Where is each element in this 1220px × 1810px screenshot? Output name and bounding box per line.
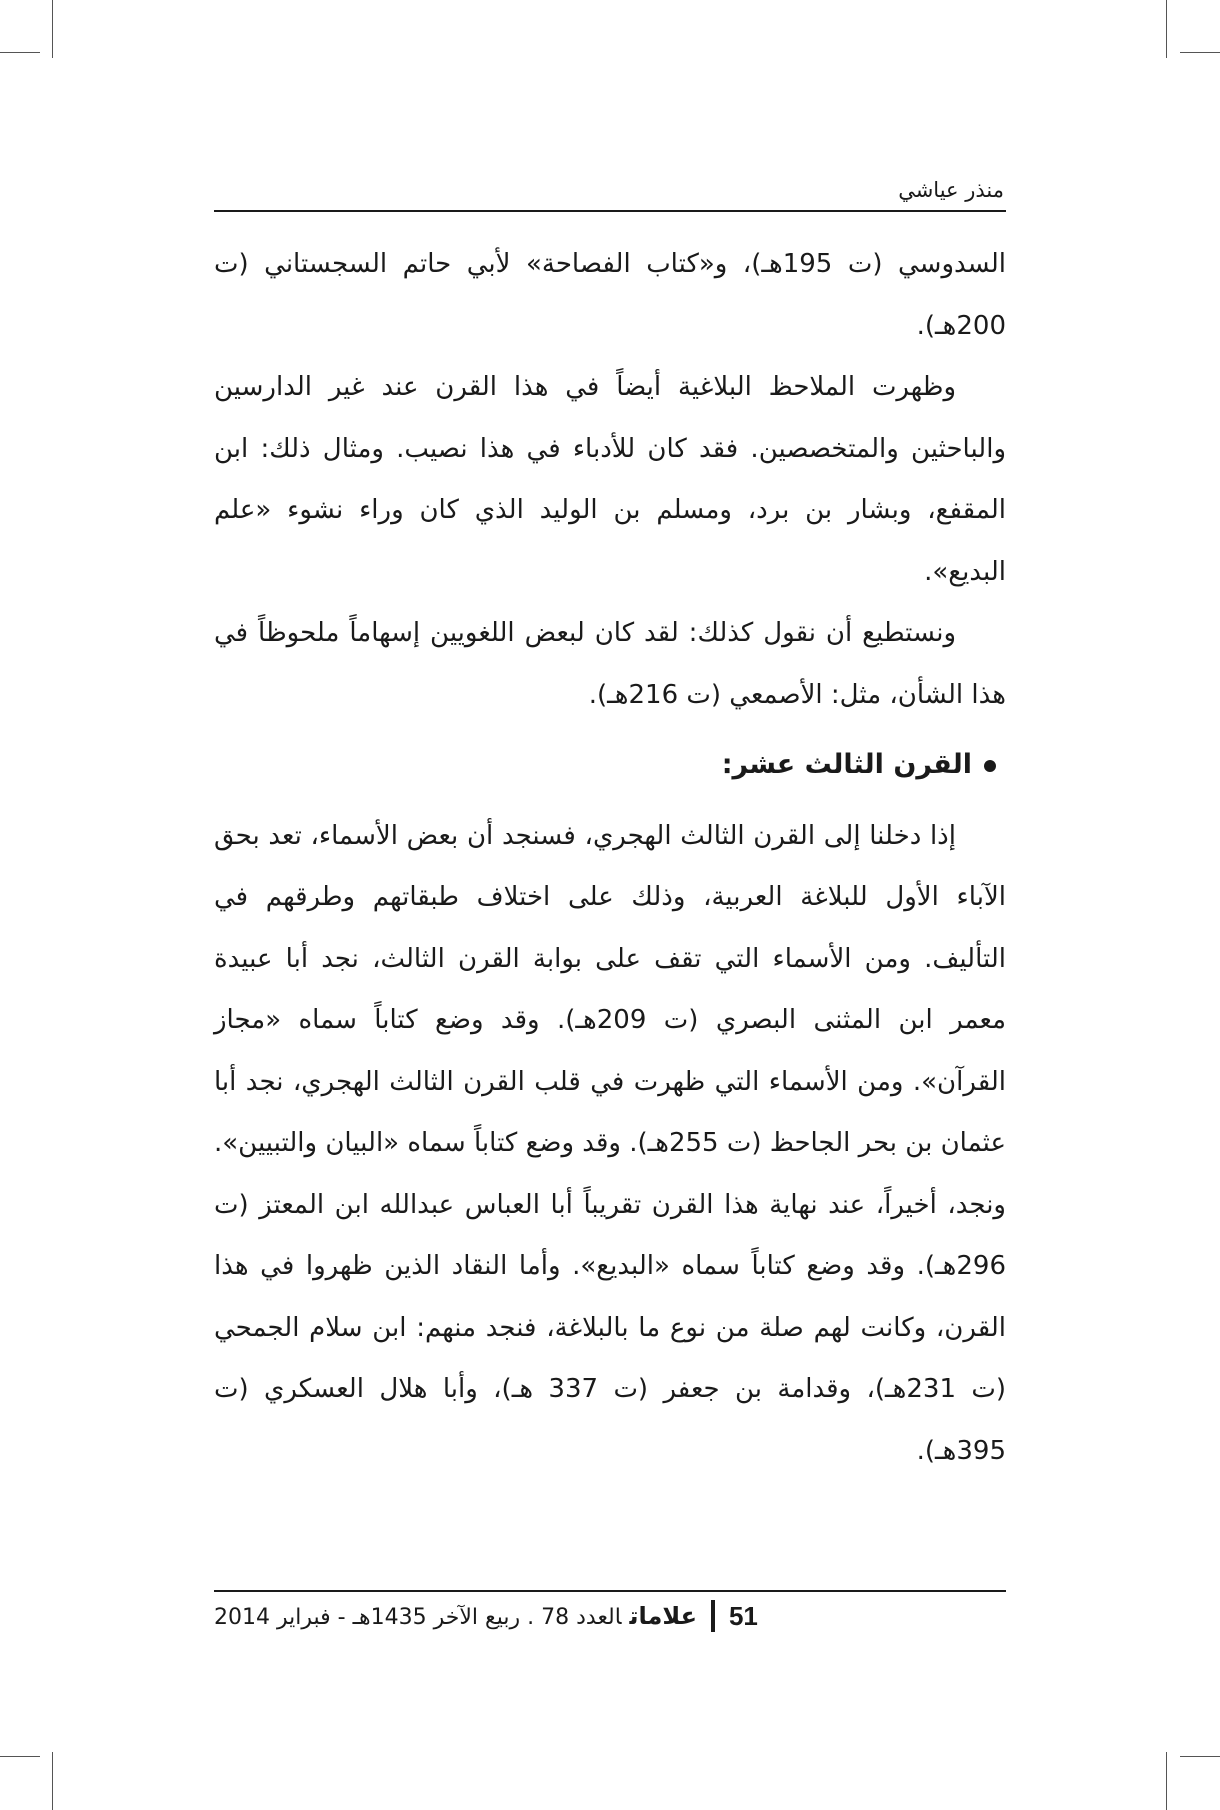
crop-mark (1180, 1756, 1220, 1757)
paragraph-1: السدوسي (ت 195هـ)، و«كتاب الفصاحة» لأبي حاتم السجستاني (ت 200هـ). (214, 249, 1006, 341)
bullet-icon (984, 760, 996, 772)
page-content (214, 170, 1006, 1482)
journal-info (214, 1602, 697, 1630)
page-number: 51 (728, 1600, 758, 1631)
paragraph-4: إذا دخلنا إلى القرن الثالث الهجري، فسنجد أن بعض الأسماء، تعد بحق الآباء الأول للبلاغة العربية، وذلك على اختلاف طبقاتهم وطرقهم في التأليف. ومن الأسماء التي تقف على بوابة القرن الثالث، نجد أبا عبيدة معمر ابن المثنى البصري (ت 209هـ). وقد وضع كتاباً سماه «مجاز القرآن». ومن الأسماء التي ظهرت في قلب القرن الثالث الهجري، نجد أبا عثمان بن بحر الجاحظ (ت 255هـ). وقد وضع كتاباً سماه «البيان والتبيين». ونجد، أخيراً، عند نهاية هذا القرن تقريباً أبا العباس عبدالله ابن المعتز (ت 296هـ). وقد وضع كتاباً سماه «البديع». وأما النقاد الذين ظهروا في هذا القرن، وكانت لهم صلة من نوع ما بالبلاغة، فنجد منهم: ابن سلام الجمحي (ت 231هـ)، وقدامة بن جعفر (ت 337 هـ)، وأبا هلال العسكري (ت 395هـ). (214, 820, 1007, 1466)
crop-mark (1166, 0, 1167, 58)
running-head: منذر عياشي (214, 170, 1006, 212)
crop-mark (1166, 1752, 1167, 1810)
issue-text: العدد 78 . ربيع الآخر 1435هـ - فبراير 2014 (214, 1605, 622, 1630)
paragraph-2: وظهرت الملاحظ البلاغية أيضاً في هذا القرن عند غير الدارسين والباحثين والمتخصصين. فقد كان للأدباء في هذا نصيب. ومثال ذلك: ابن المقفع، وبشار بن برد، ومسلم بن الوليد الذي كان وراء نشوء «علم البديع». (214, 372, 1006, 587)
section-heading (214, 734, 1006, 796)
body-text (214, 234, 1006, 1482)
page-footer (214, 1590, 1006, 1632)
crop-mark (52, 0, 53, 58)
crop-mark (0, 52, 40, 53)
crop-mark (52, 1752, 53, 1810)
crop-mark (0, 1756, 40, 1757)
journal-name: علامات (629, 1602, 697, 1630)
section-heading-text: القرن الثالث عشر: (721, 749, 972, 780)
footer-separator (711, 1600, 715, 1632)
paragraph-3: ونستطيع أن نقول كذلك: لقد كان لبعض اللغويين إسهاماً ملحوظاً في هذا الشأن، مثل: الأصمعي (ت 216هـ). (214, 618, 1006, 710)
crop-mark (1180, 52, 1220, 53)
